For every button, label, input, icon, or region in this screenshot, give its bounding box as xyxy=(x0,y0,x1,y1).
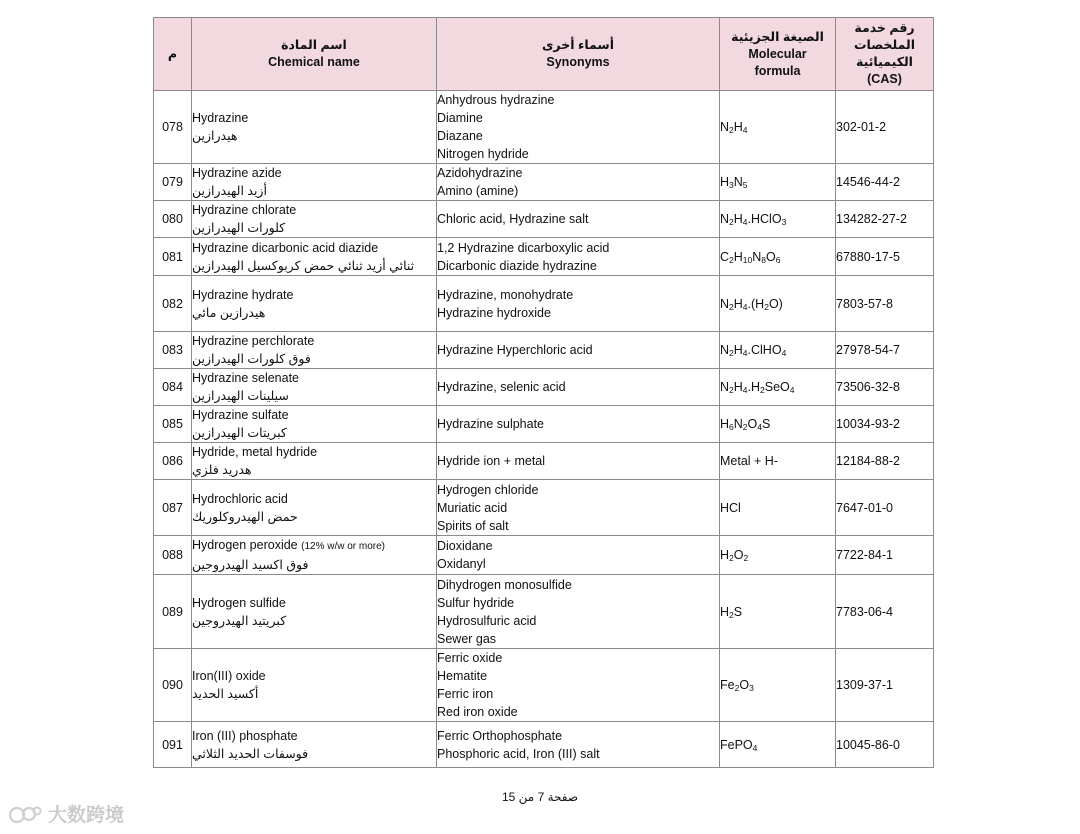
table-row xyxy=(154,722,934,768)
cas-cell: 10034-93-2 xyxy=(836,406,934,443)
header-num: م xyxy=(154,18,192,91)
formula-cell: $N_2H_4.ClHO_4$ xyxy=(720,332,836,369)
formula-cell: HCl xyxy=(720,480,836,536)
chemicals-table xyxy=(153,17,934,768)
table-row xyxy=(154,649,934,722)
chemical-name-cell: Hydrazine azide أزيد الهيدرازين xyxy=(192,164,437,201)
table-row xyxy=(154,443,934,480)
synonyms-cell: Hydrazine, selenic acid xyxy=(437,369,720,406)
row-number: 090 xyxy=(154,649,192,722)
row-number: 091 xyxy=(154,722,192,768)
table-row xyxy=(154,575,934,649)
row-number: 087 xyxy=(154,480,192,536)
cas-cell: 73506-32-8 xyxy=(836,369,934,406)
synonyms-cell: Dihydrogen monosulfide Sulfur hydride Hydrosulfuric acid Sewer gas xyxy=(437,575,720,649)
synonyms-cell: Azidohydrazine Amino (amine) xyxy=(437,164,720,201)
header-formula: الصيغة الجزيئية Molecular formula xyxy=(720,18,836,91)
formula-cell: $N_2H_4.(H_2O)$ xyxy=(720,276,836,332)
cas-cell: 7722-84-1 xyxy=(836,536,934,575)
row-number: 080 xyxy=(154,201,192,238)
synonyms-cell: Hydrazine sulphate xyxy=(437,406,720,443)
cas-cell: 27978-54-7 xyxy=(836,332,934,369)
table-header-row xyxy=(154,18,934,91)
formula-cell: $N_2H_4.HClO_3$ xyxy=(720,201,836,238)
synonyms-cell: Dioxidane Oxidanyl xyxy=(437,536,720,575)
chemical-name-cell: Hydrazine hydrate هيدرازين مائي xyxy=(192,276,437,332)
chemical-name-cell: Hydrazine هيدرازين xyxy=(192,91,437,164)
table-row xyxy=(154,536,934,575)
chemical-name-cell: Hydrogen peroxide (12% w/w or more) فوق اكسيد الهيدروجين xyxy=(192,536,437,575)
header-synonyms: أسماء أخرى Synonyms xyxy=(437,18,720,91)
cas-cell: 7647-01-0 xyxy=(836,480,934,536)
formula-cell: $N_2H_4.H_2SeO_4$ xyxy=(720,369,836,406)
formula-cell: $H_6N_2O_4S$ xyxy=(720,406,836,443)
row-number: 086 xyxy=(154,443,192,480)
cas-cell: 10045-86-0 xyxy=(836,722,934,768)
synonyms-cell: Hydride ion + metal xyxy=(437,443,720,480)
synonyms-cell: Hydrazine Hyperchloric acid xyxy=(437,332,720,369)
cas-cell: 12184-88-2 xyxy=(836,443,934,480)
row-number: 083 xyxy=(154,332,192,369)
header-chemical-name: اسم المادة Chemical name xyxy=(192,18,437,91)
chemical-name-cell: Hydrazine chlorate كلورات الهيدرازين xyxy=(192,201,437,238)
chemical-name-cell: Hydrochloric acid حمض الهيدروكلوريك xyxy=(192,480,437,536)
formula-cell: $N_2H_4$ xyxy=(720,91,836,164)
cas-cell: 134282-27-2 xyxy=(836,201,934,238)
watermark-text: 大数跨境 xyxy=(48,805,125,826)
row-number: 082 xyxy=(154,276,192,332)
page-number-footer: صفحة 7 من 15 xyxy=(501,790,579,804)
chemical-name-cell: Hydrazine sulfate كبريتات الهيدرازين xyxy=(192,406,437,443)
synonyms-cell: Hydrazine, monohydrate Hydrazine hydroxide xyxy=(437,276,720,332)
row-number: 085 xyxy=(154,406,192,443)
formula-cell: $C_2H_{10}N_8O_6$ xyxy=(720,238,836,276)
watermark xyxy=(8,800,124,827)
table-row xyxy=(154,480,934,536)
chemical-name-cell: Hydrazine perchlorate فوق كلورات الهيدرازين xyxy=(192,332,437,369)
formula-cell: $H_3N_5$ xyxy=(720,164,836,201)
concentration-note: (12% w/w or more) xyxy=(301,541,386,552)
formula-cell: FePO$_4$ xyxy=(720,722,836,768)
formula-cell: Metal + H- xyxy=(720,443,836,480)
chemical-name-cell: Hydride, metal hydride هدريد فلزي xyxy=(192,443,437,480)
synonyms-cell: Chloric acid, Hydrazine salt xyxy=(437,201,720,238)
synonyms-cell: 1,2 Hydrazine dicarboxylic acid Dicarbonic diazide hydrazine xyxy=(437,238,720,276)
header-cas: رقم خدمة الملخصات الكيميائية (CAS) xyxy=(836,18,934,91)
cas-cell: 1309-37-1 xyxy=(836,649,934,722)
table-row xyxy=(154,369,934,406)
row-number: 084 xyxy=(154,369,192,406)
table-row xyxy=(154,332,934,369)
cas-cell: 67880-17-5 xyxy=(836,238,934,276)
cas-cell: 7783-06-4 xyxy=(836,575,934,649)
row-number: 089 xyxy=(154,575,192,649)
table-row xyxy=(154,238,934,276)
table-row xyxy=(154,164,934,201)
chemical-name-cell: Iron(III) oxide أكسيد الحديد xyxy=(192,649,437,722)
row-number: 079 xyxy=(154,164,192,201)
synonyms-cell: Ferric Orthophosphate Phosphoric acid, Iron (III) salt xyxy=(437,722,720,768)
table-row xyxy=(154,91,934,164)
cas-cell: 14546-44-2 xyxy=(836,164,934,201)
chemical-name-cell: Iron (III) phosphate فوسفات الحديد الثلاثي xyxy=(192,722,437,768)
cas-cell: 302-01-2 xyxy=(836,91,934,164)
synonyms-cell: Ferric oxide Hematite Ferric iron Red iron oxide xyxy=(437,649,720,722)
chemical-name-cell: Hydrazine dicarbonic acid diazide ثنائي أزيد ثنائي حمض كربوكسيل الهيدرازين xyxy=(192,238,437,276)
cas-cell: 7803-57-8 xyxy=(836,276,934,332)
table-row xyxy=(154,201,934,238)
row-number: 078 xyxy=(154,91,192,164)
watermark-logo-icon xyxy=(8,803,42,825)
synonyms-cell: Hydrogen chloride Muriatic acid Spirits of salt xyxy=(437,480,720,536)
table-row xyxy=(154,276,934,332)
row-number: 088 xyxy=(154,536,192,575)
formula-cell: $H_2O_2$ xyxy=(720,536,836,575)
chemical-name-cell: Hydrogen sulfide كبريتيد الهيدروجين xyxy=(192,575,437,649)
row-number: 081 xyxy=(154,238,192,276)
formula-cell: $H_2S$ xyxy=(720,575,836,649)
formula-cell: $Fe_2O_3$ xyxy=(720,649,836,722)
table-row xyxy=(154,406,934,443)
chemical-name-cell: Hydrazine selenate سيلينات الهيدرازين xyxy=(192,369,437,406)
synonyms-cell: Anhydrous hydrazine Diamine Diazane Nitrogen hydride xyxy=(437,91,720,164)
